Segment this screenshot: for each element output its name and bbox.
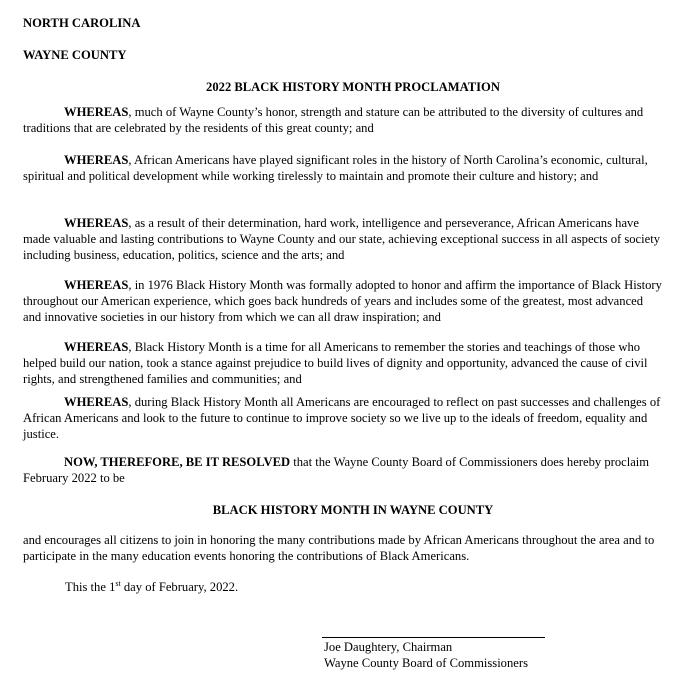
signatory-name: Joe Daughtery, Chairman <box>324 640 453 654</box>
whereas-lead: WHEREAS <box>64 395 129 409</box>
whereas-paragraph-5 <box>23 339 663 387</box>
whereas-lead: WHEREAS <box>64 340 129 354</box>
whereas-lead: WHEREAS <box>64 153 129 167</box>
whereas-paragraph-3 <box>23 215 663 263</box>
closing-paragraph: and encourages all citizens to join in honoring the many contributions made by African Americans throughout the area and to participate in the many education events honoring the contributions of Black Americans. <box>23 533 655 563</box>
whereas-paragraph-6 <box>23 394 663 442</box>
dated-line <box>65 579 238 595</box>
proclamation-title: 2022 BLACK HISTORY MONTH PROCLAMATION <box>206 80 500 94</box>
whereas-text: , Black History Month is a time for all Americans to remember the stories and teachings of those who helped build our nation, took a stance against prejudice to build lives of dignity and opportunity, advanced the cause of civil rights, and strengthened families and communities; and <box>23 340 648 386</box>
whereas-paragraph-2 <box>23 152 663 184</box>
proclaimed-heading: BLACK HISTORY MONTH IN WAYNE COUNTY <box>212 503 494 517</box>
whereas-text: , much of Wayne County’s honor, strength and stature can be attributed to the diversity of cultures and traditions that are celebrated by the residents of this great county; and <box>23 105 644 135</box>
resolution-paragraph <box>23 454 663 486</box>
whereas-paragraph-4 <box>23 277 663 325</box>
state-heading: NORTH CAROLINA <box>23 16 141 30</box>
whereas-lead: WHEREAS <box>64 278 129 292</box>
whereas-lead: WHEREAS <box>64 105 129 119</box>
dated-suffix: day of February, 2022. <box>120 580 239 594</box>
resolution-text: that the Wayne County Board of Commissioners does hereby proclaim February 2022 to be <box>23 455 650 485</box>
whereas-lead: WHEREAS <box>64 216 129 230</box>
dated-prefix: This the 1 <box>65 580 116 594</box>
whereas-text: , in 1976 Black History Month was formally adopted to honor and affirm the importance of Black History throughout our American experience, which goes back hundreds of years and includes some of the greatest, most advanced and innovative societies in our history from which we can all draw inspiration; and <box>23 278 662 324</box>
resolution-lead: NOW, THEREFORE, BE IT RESOLVED <box>64 455 291 469</box>
whereas-text: , as a result of their determination, hard work, intelligence and perseverance, African Americans have made valuable and lasting contributions to Wayne County and our state, achieving exceptional success in all aspects of society including business, education, politics, science and the arts; and <box>23 216 661 262</box>
whereas-text: , African Americans have played significant roles in the history of North Carolina’s economic, cultural, spiritual and political development while working tirelessly to maintain and promote their culture and history; and <box>23 153 648 183</box>
whereas-paragraph-1 <box>23 104 663 136</box>
signatory-title: Wayne County Board of Commissioners <box>324 656 528 670</box>
signature-line <box>322 637 545 638</box>
whereas-text: , during Black History Month all Americans are encouraged to reflect on past successes and challenges of African Americans and look to the future to continue to improve society so we live up to the ideals of freedom, equality and justice. <box>23 395 661 441</box>
dated-ordinal-suffix: st <box>115 578 121 588</box>
county-heading: WAYNE COUNTY <box>23 48 127 62</box>
